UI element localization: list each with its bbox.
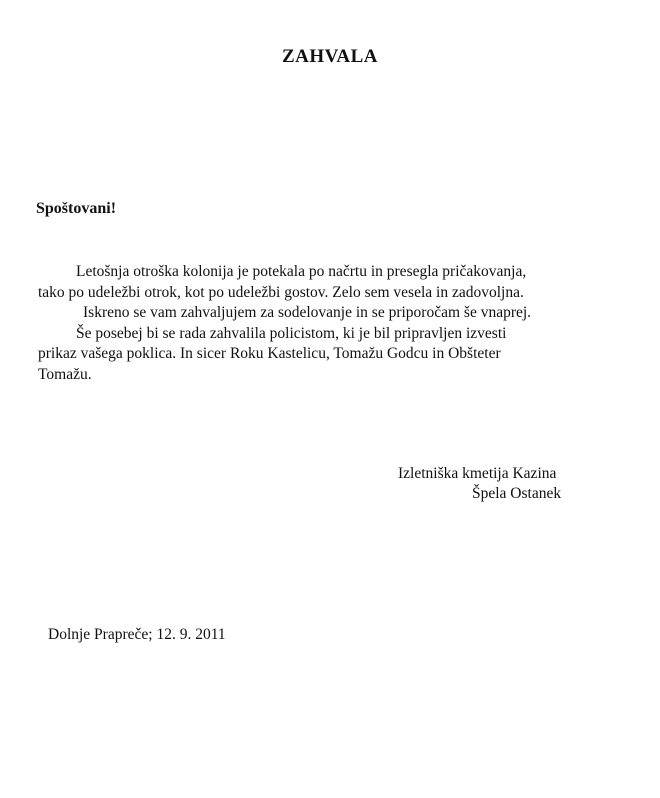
letter-body [38,262,638,385]
signature-name: Špela Ostanek [472,485,562,502]
salutation: Spoštovani! [36,200,117,217]
signature-block [398,464,561,504]
signature-organization: Izletniška kmetija Kazina [398,465,557,482]
body-line-2: tako po udeležbi otrok, kot po udeležbi gostov. Zelo sem vesela in zadovoljna. [38,283,524,301]
place-and-date: Dolnje Prapreče; 12. 9. 2011 [48,626,226,643]
body-line-1: Letošnja otroška kolonija je potekala po načrtu in presegla pričakovanja, [76,263,527,280]
body-line-6: Tomažu. [38,365,92,383]
body-line-5: prikaz vašega poklica. In sicer Roku Kastelicu, Tomažu Godcu in Obšteter [38,345,501,362]
body-line-4: Še posebej bi se rada zahvalila policistom, ki je bil pripravljen izvesti [76,324,507,342]
document-title: ZAHVALA [281,46,379,67]
body-line-3: Iskreno se vam zahvaljujem za sodelovanje in se priporočam še vnaprej. [83,304,532,321]
